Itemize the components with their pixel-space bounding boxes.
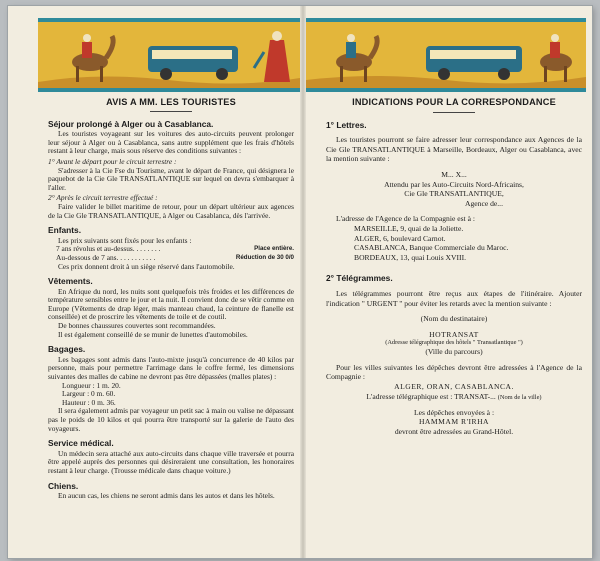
sejour-text: Les touristes voyageant sur les voitures des auto-circuits peuvent prolonger leur séjour à Alger ou à Casablanca, sans autre supplément que les frais d'hôtels restant à leur charge, mais sous réserve des conditions suivantes : xyxy=(48,129,294,156)
adresse-line: BORDEAUX, 13, quai Louis XVIII. xyxy=(354,252,466,262)
ville-parcours: (Ville du parcours) xyxy=(425,347,483,357)
sejour-sub2-text: Faire valider le billet maritime de retour, pour un départ ultérieur aux agences de la Cie Gle TRANSATLANTIQUE, à Alger ou Casablanca, dès l'arrivée. xyxy=(48,201,294,220)
sejour-sub1: 1° Avant le départ pour le circuit terrestre : xyxy=(48,156,177,166)
grand-hotel-text: devront être adressées au Grand-Hôtel. xyxy=(394,426,514,436)
adresse-line: CASABLANCA, Banque Commerciale du Maroc. xyxy=(354,243,509,253)
vetements-heading: Vêtements. xyxy=(48,276,93,287)
dimension-line: Largeur : 0 m. 60. xyxy=(62,389,116,399)
dimension-line: Hauteur : 0 m. 36. xyxy=(62,397,116,407)
mention-attendu: Attendu par les Auto-Circuits Nord-Africains, xyxy=(384,179,524,189)
bagages-text: Les bagages sont admis dans l'auto-mixte jusqu'à concurrence de 40 kilos par personne, mais pour permettre l'arrimage dans le coffre fermé, les dimensions suivantes des malles de cabine ne devront pas être dépassées (malles plates) : xyxy=(48,354,294,382)
adresse-intro: L'adresse de l'Agence de la Compagnie est à : xyxy=(336,214,475,224)
adresse-telegraphique xyxy=(326,392,582,402)
telegrammes-heading: 2° Télégrammes. xyxy=(326,273,393,284)
sejour-heading: Séjour prolongé à Alger ou à Casablanca. xyxy=(48,118,214,129)
mention-mx: M... X... xyxy=(441,169,467,179)
enfants-row-label: 7 ans révolus et au-dessus. . . . . . . . xyxy=(56,244,161,254)
vetements-text: En Afrique du nord, les nuits sont quelquefois très froides et les différences de température sensibles entre le jour et la nuit. Il convient donc de se vêtir comme en Europe (Vêtements de drap léger, mais manteau chaud, la ceinture de flanelle est conseillée) et de proscrire les vêtements de toile et de coutil. xyxy=(48,286,294,322)
mention-cie: Cie Gle TRANSATLANTIQUE, xyxy=(404,189,504,199)
villes-text: Pour les villes suivantes les dépêches devront être adressées à l'Agence de la Compagnie : xyxy=(326,362,582,382)
enfants-row-value: Place entière. xyxy=(254,245,294,253)
left-page xyxy=(48,98,294,501)
medical-text: Un médecin sera attaché aux auto-circuits dans chaque ville traversée et pourra être appelé auprès des personnes qui désireraient une consultation, les honoraires restant à leur charge. (Trousse médicale dans chaque voiture.) xyxy=(48,448,294,475)
lettres-text: Les touristes pourront se faire adresser leur correspondance aux Agences de la Cie Gle TRANSATLANTIQUE à Marseille, Bordeaux, Alger ou Casablanca, avec la mention suivante : xyxy=(326,135,582,164)
vetements-text-3: Il est également conseillé de se munir de lunettes d'automobiles. xyxy=(58,329,248,339)
illustrated-frieze-left xyxy=(38,18,300,92)
enfants-heading: Enfants. xyxy=(48,225,82,236)
nom-destinataire: (Nom du destinataire) xyxy=(420,314,488,324)
bagages-heading: Bagages. xyxy=(48,344,86,355)
hammam-name: HAMMAM R'IRHA xyxy=(418,417,490,427)
enfants-row-label: Au-dessous de 7 ans. . . . . . . . . . . xyxy=(56,252,156,262)
title-rule xyxy=(433,112,475,113)
right-page-title: INDICATIONS POUR LA CORRESPONDANCE xyxy=(352,97,556,107)
chiens-heading: Chiens. xyxy=(48,480,79,491)
villes-list: ALGER, ORAN, CASABLANCA. xyxy=(394,382,514,392)
chiens-text: En aucun cas, les chiens ne seront admis dans les autos et dans les hôtels. xyxy=(58,491,275,501)
telegrammes-text: Les télégrammes pourront être reçus aux étapes de l'itinéraire. Ajouter l'indication " URGENT " pour éviter les retards avec la mention suivante : xyxy=(326,288,582,308)
booklet-spread xyxy=(8,6,592,558)
enfants-row-value: Réduction de 30 0/0 xyxy=(235,253,294,261)
dimension-line: Longueur : 1 m. 20. xyxy=(62,380,121,390)
hotransat-address: HOTRANSAT xyxy=(429,329,479,339)
adresse-telegraphique-text: L'adresse télégraphique est : TRANSAT-... xyxy=(366,391,496,401)
left-page-title: AVIS A MM. LES TOURISTES xyxy=(106,97,236,107)
lettres-heading: 1° Lettres. xyxy=(326,119,367,130)
medical-heading: Service médical. xyxy=(48,438,114,449)
vetements-text-2: De bonnes chaussures couvertes sont recommandées. xyxy=(58,321,216,331)
sejour-sub2: 2° Après le circuit terrestre effectué : xyxy=(48,193,158,203)
hotransat-note: (Adresse télégraphique des hôtels " Transatlantique ") xyxy=(385,339,523,347)
adresse-line: MARSEILLE, 9, quai de la Joliette. xyxy=(354,223,464,233)
enfants-intro: Les prix suivants sont fixés pour les enfants : xyxy=(58,235,192,245)
enfants-note: Ces prix donnent droit à un siège réservé dans l'automobile. xyxy=(58,261,235,271)
mention-agence: Agence de... xyxy=(465,198,503,208)
adresse-telegraphique-note: (Nom de la ville) xyxy=(497,393,542,401)
depeches-text: Les dépêches envoyées à : xyxy=(413,407,495,417)
adresse-line: ALGER, 6, boulevard Carnot. xyxy=(354,233,446,243)
sejour-sub1-text: S'adresser à la Cie Fse du Tourisme, avant le départ de France, qui désignera le paquebot de la Cie Gle TRANSATLANTIQUE sur lequel on devra s'embarquer à l'aller. xyxy=(48,165,294,192)
right-page xyxy=(326,98,582,436)
illustrated-frieze-right xyxy=(306,18,586,92)
bagages-text-2: Il sera également admis par voyageur un petit sac à main ou valise ne dépassant pas le poids de 10 kilos et qui pourra être transporté sur la galerie de l'auto des voyageurs. xyxy=(48,406,294,433)
title-rule xyxy=(150,111,192,112)
